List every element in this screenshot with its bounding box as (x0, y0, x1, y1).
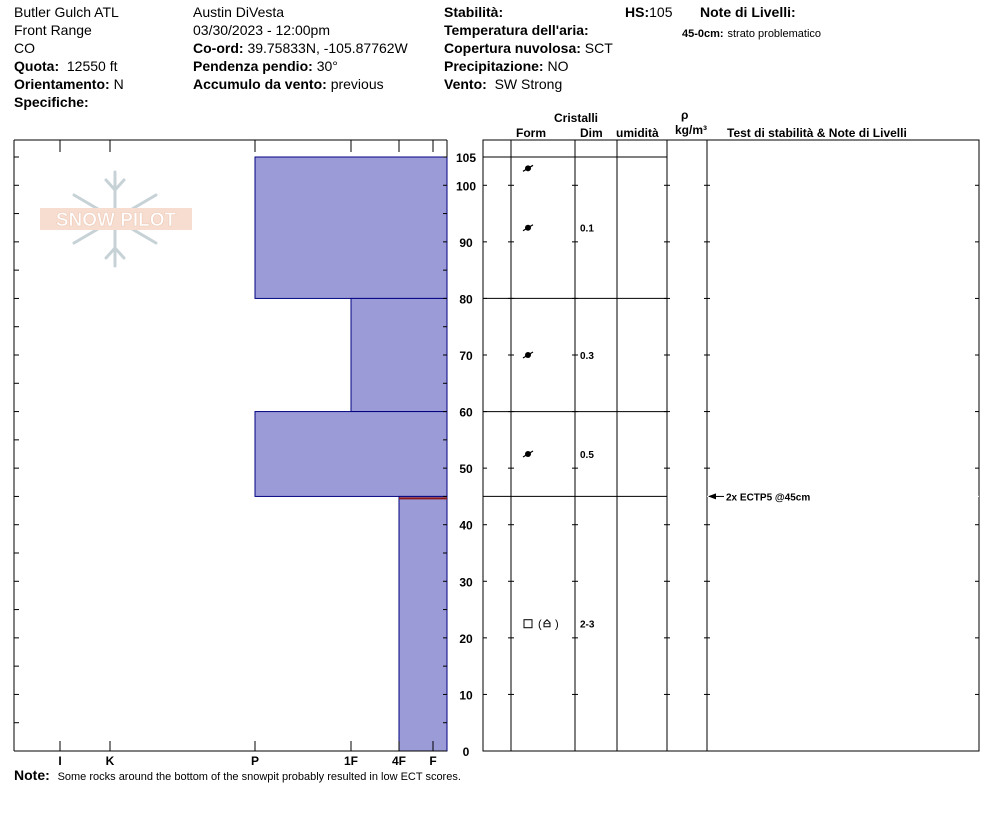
tests-header: Test di stabilità & Note di Livelli (727, 126, 907, 140)
hardness-label: 1F (343, 754, 359, 768)
faceted-crystal-icon (524, 620, 532, 628)
wind-value: SW Strong (494, 76, 563, 92)
slope-label: Pendenza pendio: (193, 58, 313, 74)
hardness-label: I (58, 754, 62, 768)
grain-size-label: 2-3 (580, 619, 595, 631)
wind-load-label: Accumulo da vento: (193, 76, 327, 92)
hardness-label: F (429, 754, 437, 768)
note-label: Note: (14, 767, 50, 783)
hardness-layer-3 (255, 412, 447, 497)
hardness-label: K (105, 754, 115, 768)
range: Front Range (14, 22, 92, 38)
depth-label: 40 (459, 518, 473, 533)
depth-label: 30 (459, 575, 473, 590)
depth-label: 105 (455, 151, 477, 165)
depth-label: 0 (462, 745, 470, 759)
test-arrow-head (708, 493, 716, 499)
depth-label: 20 (459, 631, 473, 646)
depth-label: 70 (459, 349, 473, 363)
depth-label: 80 (459, 292, 473, 307)
depth-hoar-icon (544, 620, 550, 627)
quota-value: 12550 ft (66, 58, 118, 74)
grain-size-label: 0.5 (580, 450, 594, 461)
moisture-header: umidità (616, 126, 659, 140)
grain-size-label: 0.1 (580, 223, 594, 235)
layer-note-range: 45-0cm: (682, 28, 724, 40)
observer: Austin DiVesta (193, 4, 285, 20)
layer-note-text: strato problematico (727, 28, 822, 40)
hardness-label: 4F (391, 754, 407, 768)
wind-load-value: previous (330, 76, 384, 92)
location: Butler Gulch ATL (14, 4, 119, 20)
slope-value: 30° (316, 58, 338, 74)
air-temp-label: Temperatura dell'aria: (444, 22, 589, 38)
snowpilot-logo (40, 172, 192, 266)
precip-label: Precipitazione: (444, 58, 544, 74)
form-header: Form (516, 126, 546, 140)
dim-header: Dim (580, 126, 603, 140)
hs-label: HS: (625, 4, 650, 20)
wind-label: Vento: (444, 76, 487, 92)
layer-notes-label: Note di Livelli: (700, 4, 796, 20)
coord-value: 39.75833N, -105.87762W (247, 40, 408, 56)
crystals-header: Cristalli (554, 111, 599, 125)
hardness-layer-1 (255, 157, 447, 298)
grain-size-label: 0.3 (580, 351, 594, 362)
hardness-layer-4 (399, 496, 447, 751)
hs-value: 105 (649, 4, 673, 20)
rho-header: ρ (681, 108, 689, 122)
hardness-label: P (250, 754, 260, 768)
hardness-layer-2 (351, 298, 447, 411)
logo-text: SNOW PILOT (55, 210, 177, 231)
depth-label: 50 (459, 462, 473, 477)
depth-label: 90 (459, 235, 473, 250)
cloud-label: Copertura nuvolosa: (444, 40, 581, 56)
depth-label: 60 (459, 405, 473, 420)
paren-open: ( (538, 618, 542, 631)
stability-test-label: 2x ECTP5 @45cm (726, 492, 811, 504)
note-text: Some rocks around the bottom of the snowpit probably resulted in low ECT scores. (57, 771, 461, 783)
quota-label: Quota: (14, 58, 60, 74)
coord-label: Co-ord: (193, 40, 244, 56)
aspect-value: N (113, 76, 124, 92)
depth-label: 10 (459, 688, 473, 703)
precip-value: NO (547, 58, 569, 74)
datetime: 03/30/2023 - 12:00pm (193, 22, 330, 38)
specifiche-label: Specifiche: (14, 94, 89, 110)
aspect-label: Orientamento: (14, 76, 110, 92)
stability-label: Stabilità: (444, 4, 504, 20)
paren-close: ) (555, 618, 559, 631)
crystal-table-frame (483, 140, 979, 751)
density-unit-header: kg/m³ (675, 123, 708, 137)
depth-label: 100 (455, 179, 477, 194)
cloud-value: SCT (584, 40, 613, 56)
state: CO (14, 40, 35, 56)
